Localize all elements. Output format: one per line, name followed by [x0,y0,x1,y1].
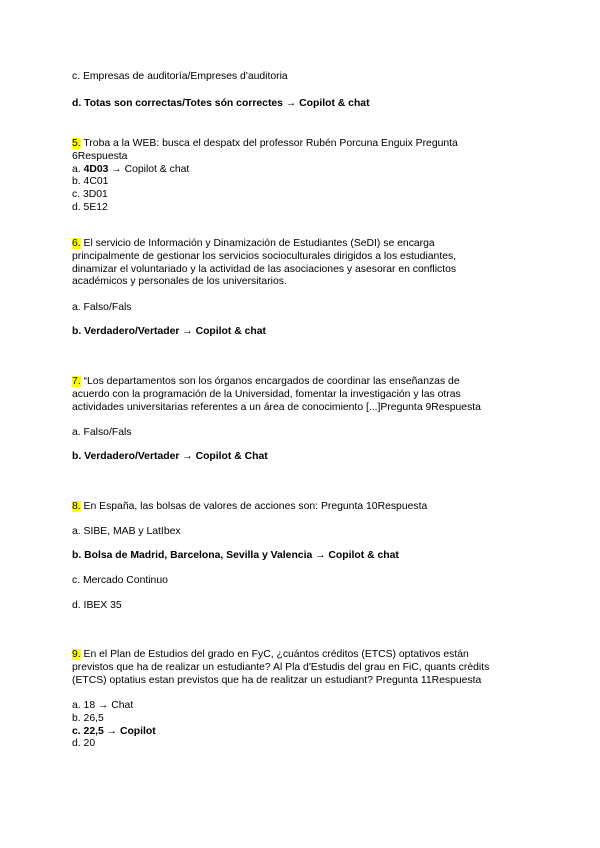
question-6 [72,238,522,289]
q4-option-c [72,71,522,84]
question-text-line: principalmente de gestionar los servicios socioculturales dirigidos a los estudiantes, [72,250,457,262]
option-text: d. Totas son correctas/Totes són correctes → Copilot & chat [72,98,370,109]
q7-option-b: b. Verdadero/Vertader → Copilot & Chat [72,451,268,462]
q8-option-b: b. Bolsa de Madrid, Barcelona, Sevilla y Valencia → Copilot & chat [72,550,399,561]
question-text-line: dinamizar el voluntariado y la actividad de las asociaciones y asesorar en conflictos [72,263,457,275]
q9-options [72,700,522,751]
question-text-line: En el Plan de Estudios del grado en FyC, ¿cuántos créditos (ETCS) optativos están [80,649,469,660]
question-text-line: (ETCS) optatius estan previstos que ha de realitzar un estudiant? Pregunta 11Respuesta [72,674,482,686]
q5-answer-bold: 4D03 [83,163,109,175]
q5-option-d: d. 5E12 [72,201,108,213]
question-text-line: En España, las bolsas de valores de acciones son: Pregunta 10Respuesta [80,501,428,512]
question-number: 5. [72,138,81,149]
question-number: 7. [72,376,81,387]
question-9 [72,649,522,687]
q8-option-d: d. IBEX 35 [72,600,122,611]
question-text-line: Troba a la WEB: busca el despatx del professor Rubén Porcuna Enguix Pregunta [80,138,458,149]
q8-option-c: c. Mercado Continuo [72,575,168,586]
q9-option-a: a. 18 → Chat [72,700,134,711]
question-text-line: acuerdo con la programación de la Universidad, fomentar la investigación y las otras [72,388,461,400]
q7-option-a: a. Falso/Fals [72,427,132,438]
q5-option-b: b. 4C01 [72,176,109,188]
q6-option-b: b. Verdadero/Vertader → Copilot & chat [72,326,267,337]
question-number: 6. [72,238,81,249]
q9-option-d: d. 20 [72,738,96,750]
option-text: c. Empresas de auditoría/Empreses d'auditoria [72,71,288,82]
q9-option-c: c. 22,5 → Copilot [72,725,156,737]
question-text-line: “Los departamentos son los órganos encargados de coordinar las enseñanzas de [80,376,460,387]
question-number: 9. [72,649,81,660]
question-text-line: académicos y personales de los universitarios. [72,276,287,288]
question-text-line: actividades universitarias referentes a un área de conocimiento [...]Pregunta 9Respuesta [72,401,481,413]
question-8 [72,501,522,514]
question-7 [72,376,522,414]
q5-option-a: a. 4D03 → Copilot & chat [72,163,190,175]
question-number: 8. [72,501,81,512]
q5-option-c: c. 3D01 [72,189,108,201]
question-text-line: El servicio de Información y Dinamización de Estudiantes (SeDI) se encarga [80,238,435,249]
question-text-line: 6Respuesta [72,150,128,162]
q4-option-d [72,98,522,111]
question-text-line: previstos que ha de realizar un estudiante? Al Pla d'Estudis del grau en FiC, quants crèdits [72,661,490,673]
q6-option-a: a. Falso/Fals [72,302,132,313]
question-5 [72,138,522,215]
q8-option-a: a. SIBE, MAB y LatIbex [72,526,181,537]
q9-option-b: b. 26,5 [72,712,104,724]
